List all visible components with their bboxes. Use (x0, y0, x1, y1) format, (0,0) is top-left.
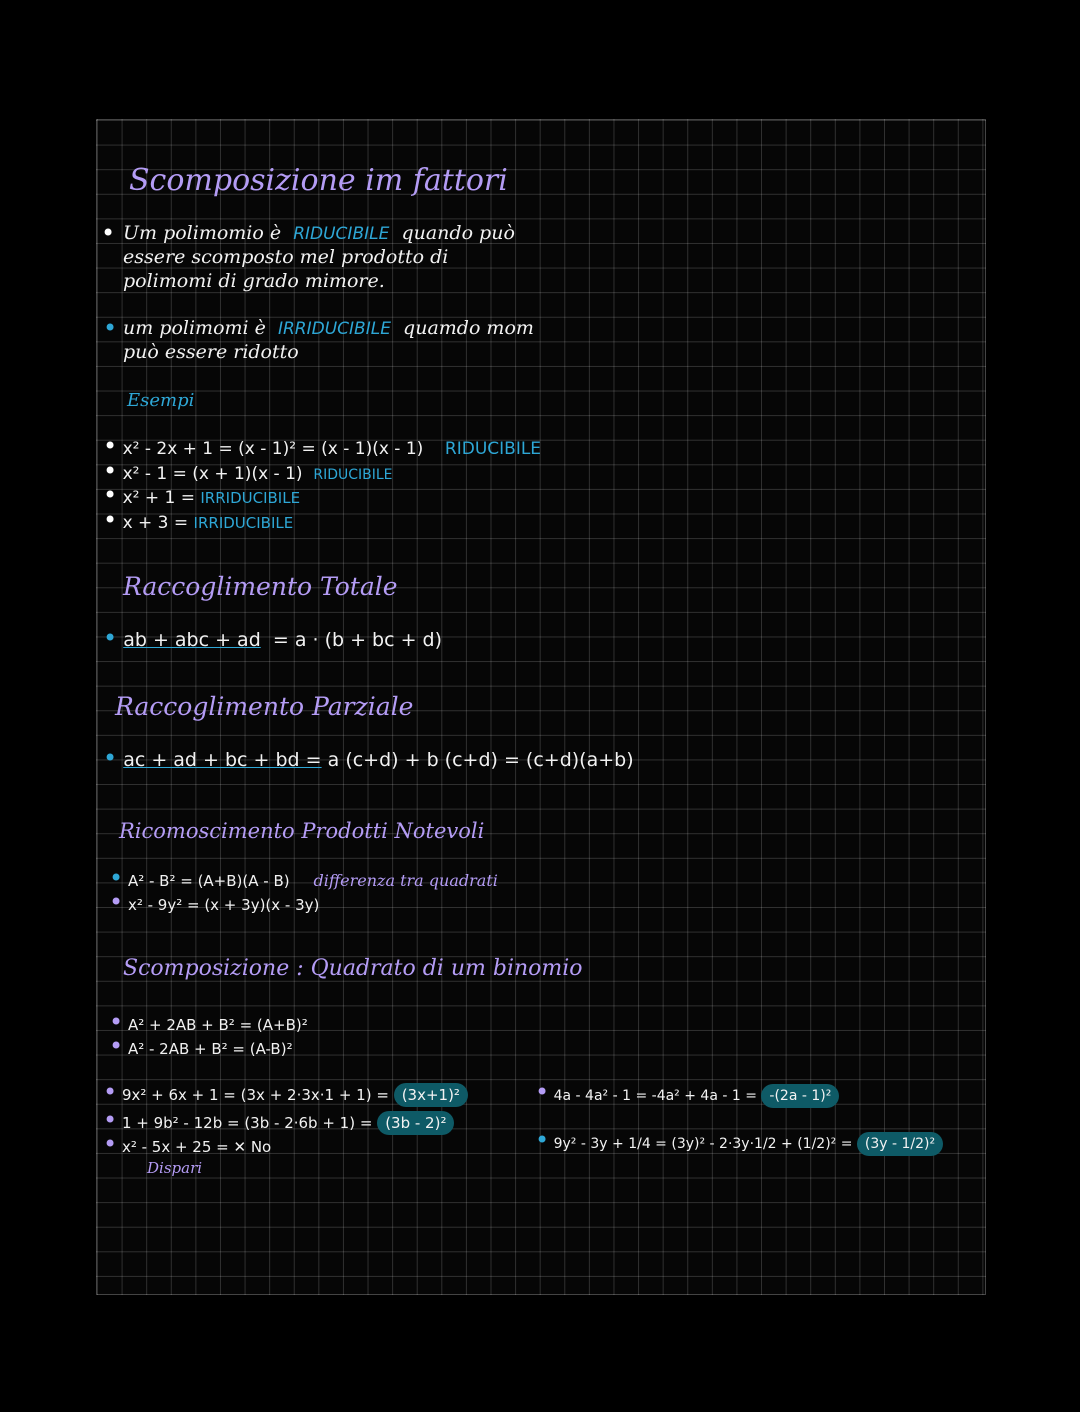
bullet: • (103, 481, 118, 509)
intro-paragraph-2 (123, 316, 534, 341)
bullet: • (109, 864, 124, 892)
notevoli-row (109, 890, 319, 917)
section-title-parziale: Raccoglimento Parziale (115, 692, 414, 721)
intro-p1-text: Um polimomio è (123, 222, 282, 244)
bullet: • (103, 624, 118, 652)
binomio-example-right (535, 1128, 943, 1156)
bullet: • (109, 1008, 124, 1036)
binomio-rule (109, 1034, 293, 1061)
example-expr: x² - 2x + 1 = (x - 1)² = (x - 1)(x - 1) (122, 439, 424, 459)
binomio-expr: 1 + 9b² - 12b = (3b - 2·6b + 1) = (121, 1114, 373, 1132)
bullet: • (535, 1078, 550, 1106)
parziale-expr-left: ac + ad + bc + bd = (123, 749, 322, 771)
binomio-rule-minus: A² - 2AB + B² = (A-B)² (127, 1040, 293, 1058)
tag-riducibile: RIDUCIBILE (293, 224, 390, 244)
example-tag: IRRIDUCIBILE (200, 489, 301, 507)
section-title-binomio: Scomposizione : Quadrato di um binomio (123, 956, 583, 981)
bullet: • (535, 1126, 550, 1154)
section-title-notevoli: Ricomoscimento Prodotti Notevoli (119, 819, 485, 843)
grid-notebook-page (96, 119, 986, 1295)
intro-p2-text-end: quamdo mom (403, 317, 534, 339)
example-tag: IRRIDUCIBILE (193, 514, 294, 532)
section-title-totale: Raccoglimento Totale (123, 572, 398, 601)
binomio-example-right (535, 1080, 839, 1108)
binomio-example-left (103, 1080, 468, 1107)
example-row (103, 508, 293, 535)
binomio-rule-plus: A² + 2AB + B² = (A+B)² (127, 1016, 308, 1034)
example-tag: RIDUCIBILE (444, 439, 542, 459)
binomio-expr: 4a - 4a² - 1 = -4a² + 4a - 1 = (553, 1088, 757, 1104)
bullet: • (109, 1032, 124, 1060)
binomio-result-highlight: (3b - 2)² (377, 1111, 454, 1135)
bullet: • (109, 888, 124, 916)
totale-expr-right: = a · (b + bc + d) (272, 629, 443, 651)
binomio-example-left (103, 1132, 271, 1159)
notevoli-example: x² - 9y² = (x + 3y)(x - 3y) (127, 896, 320, 914)
examples-label: Esempi (127, 390, 195, 411)
bullet: • (103, 1106, 118, 1134)
binomio-expr: 9x² + 6x + 1 = (3x + 2·3x·1 + 1) = (121, 1086, 389, 1104)
bullet: • (103, 314, 118, 342)
binomio-rule (109, 1010, 308, 1037)
bullet: • (103, 506, 118, 534)
binomio-result-highlight: (3x+1)² (394, 1083, 468, 1107)
binomio-note-dispari: Dispari (147, 1159, 203, 1177)
intro-p2-text: um polimomi è (123, 317, 266, 339)
intro-p2-line2: può essere ridotto (123, 341, 299, 363)
parziale-expression (103, 746, 634, 772)
example-row (103, 434, 541, 461)
binomio-expr: x² - 5x + 25 = ✕ No (121, 1138, 272, 1156)
example-expr: x + 3 = (122, 513, 189, 533)
bullet: • (103, 1130, 118, 1158)
binomio-result-highlight: -(2a - 1)² (761, 1084, 839, 1108)
intro-p1-line2: essere scomposto mel prodotto di (123, 246, 449, 268)
notevoli-note: differenza tra quadrati (313, 871, 498, 890)
bullet: • (103, 744, 118, 772)
page-title: Scomposizione im fattori (129, 163, 508, 198)
binomio-expr: 9y² - 3y + 1/4 = (3y)² - 2·3y·1/2 + (1/2)² = (553, 1136, 853, 1152)
bullet: • (103, 432, 118, 460)
intro-p1-line3: polimomi di grado mimore. (123, 270, 385, 292)
bullet: • (101, 219, 116, 247)
notevoli-row (109, 866, 498, 893)
totale-expr-left: ab + abc + ad (123, 629, 261, 651)
intro-p1-text-end: quando può (401, 222, 515, 244)
parziale-expr-right: a (c+d) + b (c+d) = (c+d)(a+b) (327, 749, 634, 771)
example-expr: x² + 1 = (122, 488, 195, 508)
bullet: • (103, 457, 118, 485)
example-expr: x² - 1 = (x + 1)(x - 1) (122, 464, 303, 484)
intro-paragraph-1 (123, 221, 515, 246)
notevoli-formula: A² - B² = (A+B)(A - B) (127, 872, 290, 890)
example-tag: RIDUCIBILE (313, 467, 393, 483)
example-row (103, 483, 300, 510)
binomio-example-left (103, 1108, 454, 1135)
totale-expression (103, 626, 442, 652)
bullet: • (103, 1078, 118, 1106)
binomio-result-highlight: (3y - 1/2)² (857, 1132, 943, 1156)
tag-irriducibile: IRRIDUCIBILE (277, 319, 391, 339)
